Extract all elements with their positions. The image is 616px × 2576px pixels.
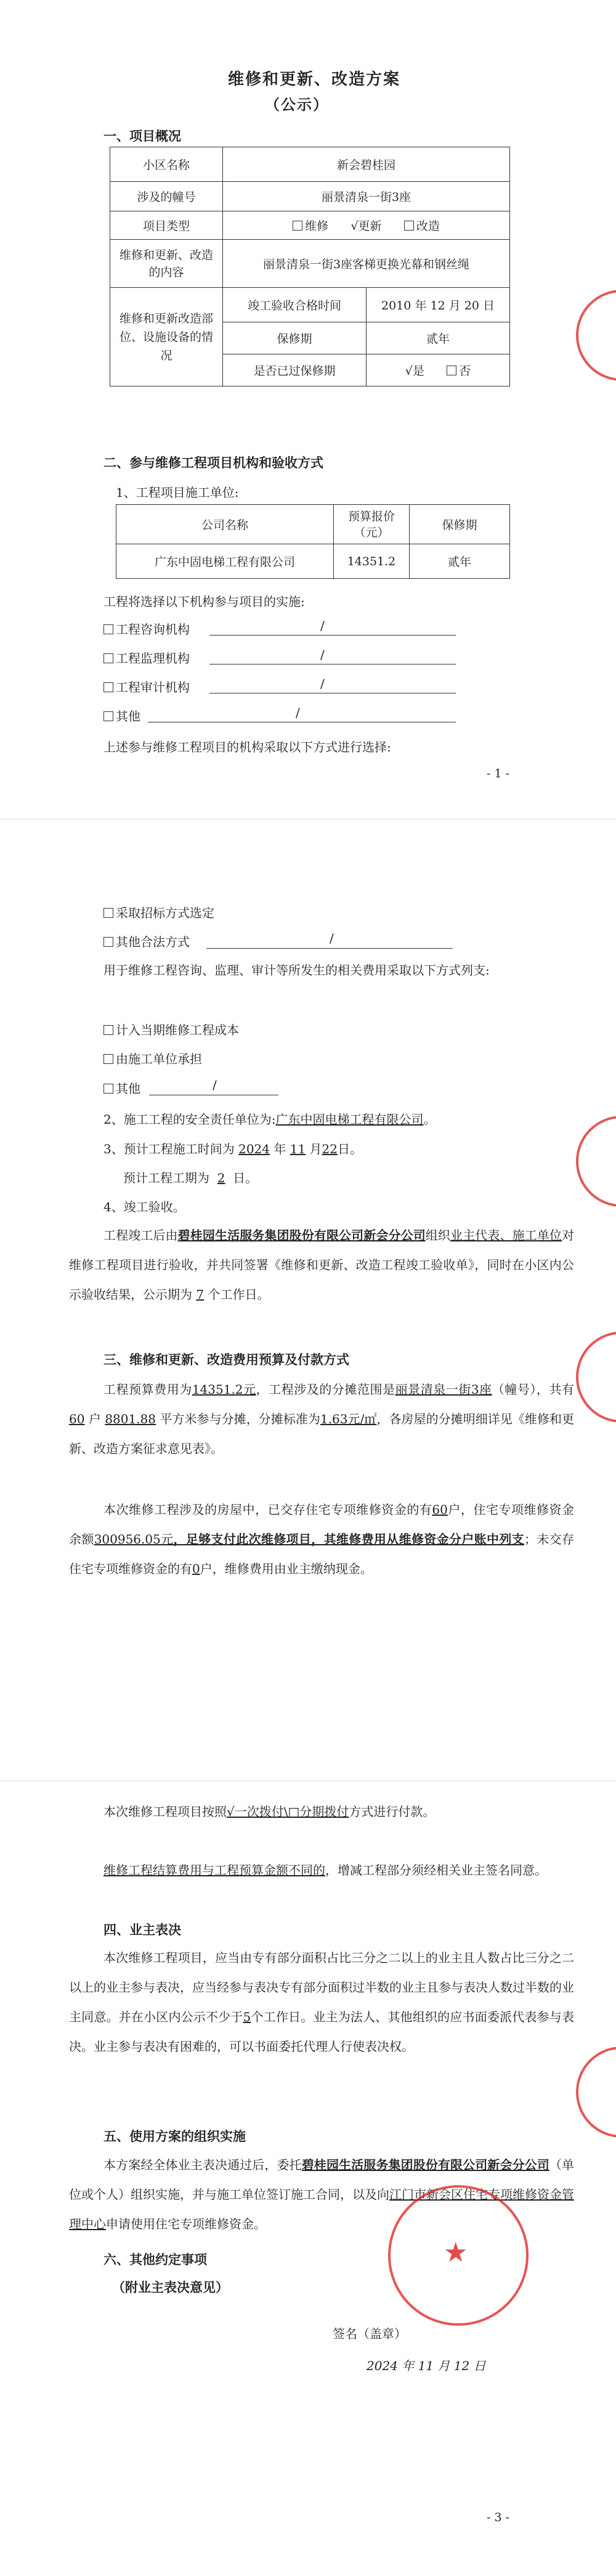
org-consult-slash: / (320, 618, 325, 633)
vote-days: 5 (243, 2010, 251, 2024)
org-consult (103, 619, 190, 637)
no-label: 否 (459, 364, 471, 378)
contractor-item: 1、工程项目施工单位: (116, 485, 239, 500)
org-other (103, 706, 140, 724)
acceptance-p1: 工程竣工后由 (103, 1228, 178, 1243)
budget-p4: 户 (88, 1412, 101, 1426)
budget-scope: 丽景清泉一街3座 (395, 1382, 492, 1397)
fund-p4: ；未交存住宅专项维修资金的有 (69, 1532, 575, 1576)
safety-unit-prefix: 2、施工工程的安全责任单位为: (103, 1112, 276, 1127)
warranty-value: 贰年 (367, 322, 510, 354)
org-other-label: 其他 (116, 709, 140, 724)
fund-none: 0 (192, 1561, 200, 1576)
org-supervise-checkbox (103, 653, 113, 663)
settle-underlined: 维修工程结算费用与工程预算金额不同的 (103, 1863, 325, 1878)
attachment-note: （附业主表决意见） (112, 2280, 229, 2295)
budget-rate: 1.63元/㎡ (320, 1412, 377, 1426)
seal-partial-3 (576, 1331, 616, 1423)
acceptance-label: 竣工验收合格时间 (223, 288, 367, 322)
budget-p5: 平方米参与分摊，分摊标准为 (160, 1412, 320, 1426)
org-audit (103, 677, 190, 695)
fund-p5: 户，维修费用由业主缴纳现金。 (200, 1561, 373, 1576)
budget-area: 8801.88 (105, 1412, 156, 1426)
signature-date: 2024 年 11 月 12 日 (367, 2358, 486, 2373)
org-supervise (103, 648, 190, 666)
acceptance-days: 7 (196, 1287, 205, 1302)
select-intro: 工程将选择以下机构参与项目的实施: (103, 594, 305, 609)
org-other-slash: / (296, 705, 300, 720)
period-suffix: 日。 (233, 1171, 258, 1185)
fund-households: 60 (432, 1502, 448, 1517)
safety-unit: 2、施工工程的安全责任单位为:广东中固电梯工程有限公司。 (103, 1112, 436, 1127)
community-value: 新会碧桂园 (223, 147, 510, 182)
seal-partial-2 (576, 1116, 616, 1207)
fee-cost (103, 1020, 239, 1038)
section6-heading: 六、其他约定事项 (103, 2252, 207, 2267)
settlement-paragraph (69, 1855, 574, 1885)
method-tender-checkbox (103, 908, 113, 918)
acceptance-org: 碧桂园生活服务集团股份有限公司新会分公司 (177, 1228, 426, 1243)
method-other (103, 932, 190, 950)
org-audit-slash: / (320, 676, 325, 691)
yes-check: √ (405, 364, 413, 378)
acceptance-p3: 对维修工程项目进行验收，并共同签署《维修和更新、改造工程竣工验收单》，同时在小区内公示验收结果，公示期为 (69, 1228, 575, 1302)
org-consult-line (209, 635, 456, 636)
schedule-month-unit: 月 (309, 1142, 322, 1156)
section5-heading: 五、使用方案的组织实施 (103, 2128, 246, 2144)
budget-p1: 工程预算费用为 (103, 1382, 192, 1397)
fee-cost-checkbox (103, 1025, 113, 1035)
impl-center: 江门市新会区住宅专项维修资金管理中心 (69, 2187, 574, 2231)
budget-paragraph (69, 1375, 574, 1463)
type-renovate-checkbox (404, 221, 414, 231)
fee-other-slash: / (213, 1077, 217, 1092)
cell-company: 广东中固电梯工程有限公司 (116, 544, 334, 579)
settle-p2: ，增减工程部分须经相关业主签名同意。 (325, 1863, 547, 1878)
vote-p1: 本次维修工程项目，应当由专有部分面积占比三分之二以上的业主且人数占比三分之二以上的业主参与表决，应当经参与表决专有部分面积过半数的业主且参与表决人数过半数的业主同意。并在小区内公示不少于 (69, 1950, 574, 2024)
type-options (223, 211, 510, 240)
fee-contractor (103, 1049, 202, 1067)
seal-partial-1 (576, 290, 616, 381)
schedule-day-unit: 日。 (337, 1142, 362, 1156)
impl-org: 碧桂园生活服务集团股份有限公司新会分公司 (301, 2157, 549, 2172)
cell-budget: 14351.2 (334, 544, 410, 579)
fee-cost-label: 计入当期维修工程成本 (116, 1023, 239, 1037)
method-tender-label: 采取招标方式选定 (116, 906, 214, 920)
section4-heading: 四、业主表决 (103, 1922, 181, 1937)
period (123, 1168, 257, 1186)
schedule-year: 2024 (238, 1142, 270, 1156)
page-number-1: - 1 - (487, 767, 510, 780)
warranty-label: 保修期 (223, 322, 367, 354)
fee-contractor-label: 由施工单位承担 (116, 1052, 202, 1066)
acceptance-paragraph (69, 1221, 574, 1309)
acceptance-value: 2010 年 12 月 20 日 (367, 288, 510, 322)
acceptance-p4: 个工作日。 (208, 1287, 270, 1302)
cell-warranty: 贰年 (410, 544, 510, 579)
budget-p2: ，工程涉及的分摊范围是 (256, 1382, 395, 1397)
page-2 (0, 820, 616, 1781)
type-renovate-label: 改造 (416, 219, 440, 233)
org-audit-label: 工程审计机构 (116, 680, 190, 695)
safety-unit-value: 广东中固电梯工程有限公司 (275, 1112, 424, 1127)
method-other-label: 其他合法方式 (116, 934, 190, 949)
page-title: 维修和更新、改造方案 (228, 70, 401, 89)
page-subtitle: （公示） (265, 96, 329, 113)
method-other-line (206, 948, 453, 949)
in-warranty-value (367, 354, 510, 386)
page-3 (0, 1781, 616, 2576)
facility-label: 维修和更新改造部位、设施设备的情况 (110, 288, 223, 386)
community-label: 小区名称 (110, 147, 223, 182)
select-method: 上述参与维修工程项目的机构采取以下方式进行选择: (103, 740, 391, 754)
org-audit-checkbox (103, 682, 113, 692)
impl-p2: （单位或个人）组织实施，并与施工单位签订施工合同，以及向 (69, 2157, 575, 2202)
contractor-table (116, 504, 510, 579)
method-other-checkbox (103, 937, 113, 947)
seal-star: ★ (444, 2237, 468, 2268)
no-checkbox (447, 366, 456, 375)
budget-households: 60 (69, 1412, 85, 1426)
acceptance-item: 4、竣工验收。 (103, 1200, 185, 1214)
pay-options: √一次拨付\□分期拨付 (227, 1804, 349, 1819)
fee-contractor-checkbox (103, 1054, 113, 1064)
acceptance-p2: 组织 (425, 1228, 451, 1243)
signature-label: 签名（盖章） (333, 2326, 407, 2341)
fund-p2: 户，住宅专项维修资金余额 (69, 1502, 575, 1547)
org-supervise-slash: / (320, 647, 325, 662)
impl-p3: 申请使用住宅专项维修资金。 (106, 2217, 266, 2231)
content-label: 维修和更新、改造的内容 (110, 240, 223, 288)
org-other-checkbox (103, 711, 113, 721)
budget-p3: （幢号），共有 (492, 1382, 575, 1397)
method-tender (103, 903, 214, 921)
building-value: 丽景清泉一街3座 (223, 182, 510, 211)
type-repair-checkbox (293, 221, 302, 231)
period-value: 2 (217, 1171, 225, 1185)
schedule-year-unit: 年 (274, 1142, 286, 1156)
fund-p3: ，足够支付此次维修项目，其维修费用从维修资金分户账中列支 (173, 1532, 525, 1547)
section2-heading: 二、参与维修工程项目机构和验收方式 (103, 455, 323, 470)
yes-label: 是 (412, 364, 424, 378)
pay-p2: 方式进行付款。 (349, 1804, 436, 1819)
method-other-slash: / (330, 931, 334, 946)
fund-paragraph (69, 1495, 574, 1584)
schedule-prefix: 3、预计工程施工时间为 (103, 1142, 235, 1156)
org-supervise-label: 工程监理机构 (116, 651, 190, 666)
budget-p6: ，各房屋的分摊明细详见《维修和更新、改造方案征求意见表》。 (69, 1412, 575, 1456)
fund-balance: 300956.05元 (94, 1532, 174, 1547)
page-number-3: - 3 - (487, 2511, 510, 2524)
section1-heading: 一、项目概况 (103, 128, 181, 144)
company-seal (388, 2185, 529, 2326)
fee-other (103, 1079, 140, 1097)
section3-heading: 三、维修和更新、改造费用预算及付款方式 (103, 1352, 349, 1367)
type-label: 项目类型 (110, 211, 223, 240)
org-consult-checkbox (103, 624, 113, 634)
col-warranty: 保修期 (410, 505, 510, 544)
fee-other-checkbox (103, 1084, 113, 1094)
schedule (103, 1139, 362, 1157)
budget-amount: 14351.2元 (192, 1382, 256, 1397)
seal-partial-4 (576, 2046, 616, 2138)
schedule-month: 11 (290, 1142, 306, 1156)
fund-p1: 本次维修工程涉及的房屋中，已交存住宅专项维修资金的有 (103, 1502, 432, 1517)
fee-intro: 用于维修工程咨询、监理、审计等所发生的相关费用采取以下方式列支: (103, 963, 490, 978)
type-update-check: √ (351, 219, 359, 233)
type-repair-label: 维修 (305, 219, 329, 233)
pay-p1: 本次维修工程项目按照 (103, 1804, 227, 1819)
project-overview-table (110, 147, 510, 386)
period-prefix: 预计工程工期为 (123, 1171, 209, 1185)
in-warranty-label: 是否已过保修期 (223, 354, 367, 386)
payment-paragraph (69, 1797, 574, 1826)
vote-paragraph (69, 1943, 574, 2061)
schedule-day: 22 (322, 1142, 338, 1156)
fee-other-label: 其他 (116, 1081, 140, 1096)
building-label: 涉及的幢号 (110, 182, 223, 211)
org-consult-label: 工程咨询机构 (116, 622, 190, 637)
page-1 (0, 0, 616, 820)
type-update-label: 更新 (358, 219, 382, 233)
acceptance-parties: 业主代表、施工单位 (450, 1228, 562, 1243)
col-budget: 预算报价（元） (334, 505, 410, 544)
impl-p1: 本方案经全体业主表决通过后，委托 (103, 2157, 302, 2172)
content-value: 丽景清泉一街3座客梯更换光幕和钢丝绳 (223, 240, 510, 288)
vote-p2: 个工作日。业主为法人、其他组织的应书面委派代表参与表决。业主参与表决有困难的，可以书面委托代理人行使表决权。 (69, 2010, 575, 2054)
col-company: 公司名称 (116, 505, 334, 544)
